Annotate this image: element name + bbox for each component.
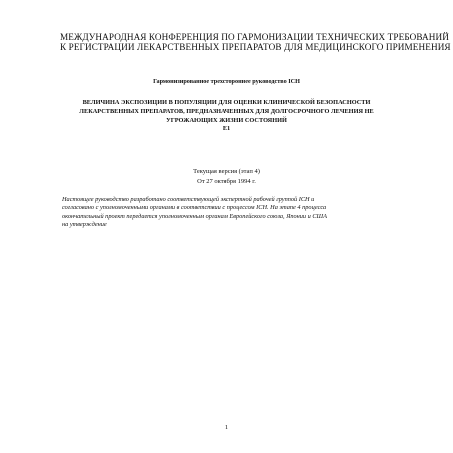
- header-line: К РЕГИСТРАЦИИ ЛЕКАРСТВЕННЫХ ПРЕПАРАТОВ ДЛЯ МЕДИЦИНСКОГО ПРИМЕНЕНИЯ: [60, 42, 451, 52]
- title-line: ВЕЛИЧИНА ЭКСПОЗИЦИИ В ПОПУЛЯЦИИ ДЛЯ ОЦЕНКИ КЛИНИЧЕСКОЙ БЕЗОПАСНОСТИ: [82, 99, 371, 106]
- note-line: Настоящее руководство разработано соответствующей экспертной рабочей группой ICH и: [62, 196, 315, 203]
- version-date: От 27 октября 1994 г.: [197, 177, 256, 185]
- guideline-code: E1: [222, 125, 231, 133]
- conference-header: [60, 32, 451, 52]
- document-title: [58, 99, 395, 134]
- version-label: Текущая версия (этап 4): [193, 168, 260, 175]
- note-line: окончательный проект передается уполномоченным органам Европейского союза, Японии и США: [62, 212, 327, 220]
- version-block: [0, 167, 453, 186]
- note-line: согласовано с уполномоченными органами в соответствии с процессом ICH. На этапе 4 процесса: [62, 204, 327, 212]
- page-number: 1: [224, 424, 229, 431]
- title-line: ЛЕКАРСТВЕННЫХ ПРЕПАРАТОВ, ПРЕДНАЗНАЧЕННЫХ ДЛЯ ДОЛГОСРОЧНОГО ЛЕЧЕНИЯ НЕ: [79, 107, 374, 115]
- guideline-type: Гармонизированное трехстороннее руководство ICH: [153, 78, 300, 85]
- approval-note: [62, 196, 394, 230]
- title-line: УГРОЖАЮЩИХ ЖИЗНИ СОСТОЯНИЙ: [166, 116, 287, 124]
- note-line: на утверждение: [62, 221, 107, 229]
- header-line: МЕЖДУНАРОДНАЯ КОНФЕРЕНЦИЯ ПО ГАРМОНИЗАЦИИ ТЕХНИЧЕСКИХ ТРЕБОВАНИЙ: [60, 32, 449, 42]
